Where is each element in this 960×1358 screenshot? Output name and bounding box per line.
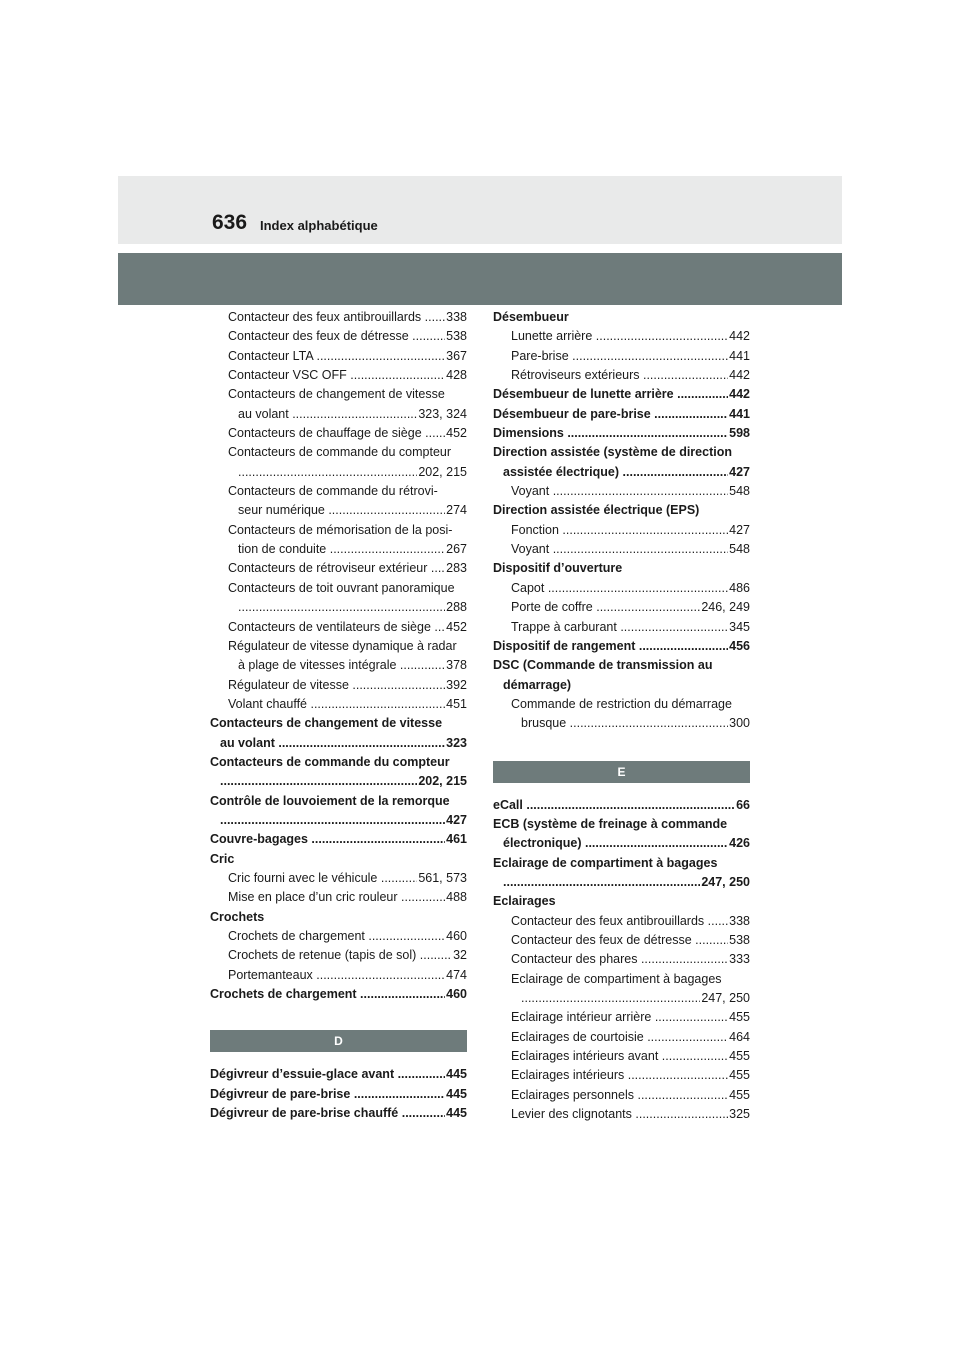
index-entry-page: 300 (729, 716, 750, 731)
index-entry (210, 463, 467, 482)
index-entry (493, 873, 750, 892)
index-entry (493, 1047, 750, 1066)
index-entry-page: 548 (729, 484, 750, 499)
index-entry-page: 202, 215 (418, 464, 467, 479)
index-entry (210, 811, 467, 830)
index-entry (210, 579, 467, 598)
index-entry-text: seur numérique ..... (238, 501, 445, 520)
index-entry-text: Contacteur des phares ..... (511, 950, 728, 969)
index-entry-text: au volant ..... (238, 405, 417, 424)
index-entry-page: 274 (446, 503, 467, 518)
index-entry (210, 1104, 467, 1123)
index-entry (210, 501, 467, 520)
index-entry-page: 338 (729, 913, 750, 928)
index-entry (493, 327, 750, 346)
index-entry-page: 247, 250 (701, 874, 750, 889)
index-entry (493, 637, 750, 656)
index-entry-text: Eclairage de compartiment à bagages (493, 855, 718, 870)
index-entry-page: 442 (729, 329, 750, 344)
index-entry (493, 1086, 750, 1105)
index-entry-text: ECB (système de freinage à commande (493, 816, 728, 831)
index-entry-page: 538 (446, 329, 467, 344)
index-entry (210, 830, 467, 849)
index-entry (493, 1105, 750, 1124)
index-entry (493, 796, 750, 815)
index-entry-text (238, 598, 445, 617)
index-entry-page: 456 (729, 638, 750, 653)
index-entry-text: Voyant ..... (511, 540, 728, 559)
index-entry-text: Contacteur VSC OFF ..... (228, 366, 445, 385)
index-entry (493, 598, 750, 617)
index-entry-page: 452 (446, 426, 467, 441)
index-entry (210, 618, 467, 637)
index-entry-text: assistée électrique) ..... (503, 463, 728, 482)
index-entry (210, 985, 467, 1004)
letter-header-e: E (493, 761, 750, 783)
index-entry-text: Eclairages intérieurs avant ..... (511, 1047, 728, 1066)
index-entry (493, 385, 750, 404)
index-entry (210, 772, 467, 791)
index-entry (210, 850, 467, 869)
index-entry-text: Eclairages de courtoisie ..... (511, 1028, 728, 1047)
index-entry-page: 267 (446, 542, 467, 557)
index-entry (210, 366, 467, 385)
index-entry-text: Dimensions ..... (493, 424, 728, 443)
index-entry (210, 521, 467, 540)
index-entry-text: Régulateur de vitesse dynamique à radar (228, 638, 457, 653)
index-entry-text: tion de conduite ..... (238, 540, 445, 559)
index-entry-page: 427 (729, 522, 750, 537)
index-entry-page: 460 (446, 987, 467, 1002)
index-list-e (493, 796, 750, 1125)
index-entry (493, 540, 750, 559)
index-entry-page: 445 (446, 1106, 467, 1121)
index-entry (493, 656, 750, 675)
index-entry (210, 966, 467, 985)
index-entry-page: 246, 249 (701, 600, 750, 615)
index-entry-text: Contrôle de louvoiement de la remorque (210, 793, 450, 808)
index-entry (210, 598, 467, 617)
index-entry (493, 366, 750, 385)
index-entry (493, 815, 750, 834)
index-entry-page: 598 (729, 426, 750, 441)
index-entry (493, 579, 750, 598)
index-list-left (210, 308, 467, 1004)
index-entry-page: 345 (729, 619, 750, 634)
index-entry-text: Volant chauffé ..... (228, 695, 445, 714)
index-entry (210, 753, 467, 772)
index-entry-page: 455 (729, 1049, 750, 1064)
index-entry-text: Direction assistée électrique (EPS) (493, 503, 700, 518)
index-entry (210, 869, 467, 888)
index-entry (493, 405, 750, 424)
index-entry (493, 854, 750, 873)
index-entry-page: 427 (729, 464, 750, 479)
index-entry-text: Crochets de retenue (tapis de sol) ..... (228, 946, 452, 965)
index-entry (210, 559, 467, 578)
index-entry-page: 452 (446, 619, 467, 634)
index-entry-page: 66 (736, 797, 750, 812)
index-entry-text: Contacteur des feux de détresse ..... (228, 327, 445, 346)
index-entry-text: Eclairages (493, 894, 556, 909)
index-entry-text: Contacteurs de changement de vitesse (228, 387, 445, 402)
index-entry (493, 1008, 750, 1027)
index-entry-text: Contacteur LTA ..... (228, 347, 445, 366)
index-entry (493, 892, 750, 911)
index-entry-text: Crochets de chargement ..... (228, 927, 445, 946)
index-entry-page: 455 (729, 1087, 750, 1102)
index-entry (493, 1066, 750, 1085)
index-entry (210, 424, 467, 443)
section-title: Index alphabétique (260, 218, 378, 233)
index-entry (493, 950, 750, 969)
index-entry (210, 908, 467, 927)
letter-header-d: D (210, 1030, 467, 1052)
index-entry-text (521, 989, 700, 1008)
index-entry-text: Pare-brise ..... (511, 347, 728, 366)
index-entry (210, 637, 467, 656)
index-entry-text: Cric (210, 851, 235, 866)
index-entry-text: Commande de restriction du démarrage (511, 696, 732, 711)
index-entry-page: 338 (446, 310, 467, 324)
index-entry-text: Dispositif de rangement ..... (493, 637, 728, 656)
index-entry (210, 695, 467, 714)
index-entry-page: 428 (446, 368, 467, 383)
index-entry (210, 927, 467, 946)
index-entry-text: Eclairage intérieur arrière ..... (511, 1008, 728, 1027)
index-entry-text: au volant ..... (220, 734, 445, 753)
index-list-right (493, 308, 750, 734)
index-entry-page: 378 (446, 658, 467, 673)
index-entry (210, 540, 467, 559)
index-entry-text: eCall ..... (493, 796, 735, 815)
page-number: 636 (212, 211, 248, 234)
index-entry-text: Contacteurs de toit ouvrant panoramique (228, 580, 455, 595)
index-entry (210, 946, 467, 965)
chapter-band (118, 253, 842, 305)
index-entry (493, 676, 750, 695)
index-entry-text: Contacteurs de commande du compteur (210, 754, 450, 769)
index-entry (210, 347, 467, 366)
index-entry-text: Dégivreur de pare-brise chauffé ..... (210, 1104, 445, 1123)
index-entry-page: 427 (446, 812, 467, 827)
index-entry-text: Cric fourni avec le véhicule ..... (228, 869, 417, 888)
index-entry-text: Contacteurs de mémorisation de la posi- (228, 522, 453, 537)
index-entry-text: Direction assistée (système de direction (493, 445, 732, 460)
index-entry-text: Contacteurs de chauffage de siège ..... (228, 424, 445, 443)
index-entry (493, 834, 750, 853)
index-entry-text: Contacteurs de changement de vitesse (210, 716, 443, 731)
index-entry-page: 445 (446, 1067, 467, 1082)
index-entry-page: 426 (729, 836, 750, 851)
index-entry-text: Porte de coffre ..... (511, 598, 700, 617)
index-entry-page: 464 (729, 1029, 750, 1044)
index-entry-text: électronique) ..... (503, 834, 728, 853)
index-entry (210, 656, 467, 675)
index-entry-text: Contacteur des feux antibrouillards ..... (228, 308, 445, 327)
index-entry-text: Crochets (210, 909, 265, 924)
index-entry-page: 283 (446, 561, 467, 576)
index-entry-page: 442 (729, 368, 750, 383)
index-entry (493, 912, 750, 931)
index-entry-text: brusque ..... (521, 714, 728, 733)
index-entry-text: Dégivreur de pare-brise ..... (210, 1085, 445, 1104)
index-entry-page: 451 (446, 696, 467, 711)
index-entry (493, 931, 750, 950)
index-entry (210, 308, 467, 327)
index-entry (210, 443, 467, 462)
index-entry-page: 441 (729, 406, 750, 421)
index-entry-text: Contacteurs de rétroviseur extérieur ..... (228, 559, 445, 578)
index-column-right (493, 308, 750, 1124)
index-entry-page: 441 (729, 348, 750, 363)
index-entry-text: Eclairages personnels ..... (511, 1086, 728, 1105)
index-entry (210, 1065, 467, 1084)
index-entry-text: DSC (Commande de transmission au (493, 658, 713, 673)
index-entry-page: 32 (453, 948, 467, 963)
index-entry-text: Crochets de chargement ..... (210, 985, 445, 1004)
index-entry (493, 308, 750, 327)
index-entry-page: 323, 324 (418, 406, 467, 421)
index-entry-text (220, 811, 445, 830)
index-entry (210, 792, 467, 811)
index-entry (210, 385, 467, 404)
index-entry-text: Contacteur des feux de détresse ..... (511, 931, 728, 950)
index-entry-page: 445 (446, 1086, 467, 1101)
index-entry-text: Capot ..... (511, 579, 728, 598)
index-entry-text: Désembueur de lunette arrière ..... (493, 385, 728, 404)
index-entry-text: Levier des clignotants ..... (511, 1105, 728, 1124)
index-entry-text: Fonction ..... (511, 521, 728, 540)
index-entry (493, 559, 750, 578)
index-entry (493, 347, 750, 366)
index-entry-page: 202, 215 (418, 774, 467, 789)
index-entry (493, 424, 750, 443)
index-entry-text: démarrage) (503, 677, 572, 692)
index-entry-text (220, 772, 417, 791)
index-entry-text: Régulateur de vitesse ..... (228, 676, 445, 695)
index-entry-text: Mise en place d’un cric rouleur ..... (228, 888, 445, 907)
index-entry-page: 548 (729, 542, 750, 557)
index-entry-text: Désembueur (493, 310, 569, 324)
index-entry (493, 1028, 750, 1047)
index-entry (210, 714, 467, 733)
index-entry-page: 333 (729, 952, 750, 967)
index-entry-page: 561, 573 (418, 870, 467, 885)
index-entry-page: 455 (729, 1068, 750, 1083)
index-entry-page: 455 (729, 1010, 750, 1025)
index-entry (493, 970, 750, 989)
index-entry (210, 676, 467, 695)
index-entry (210, 327, 467, 346)
index-entry (493, 482, 750, 501)
index-column-left (210, 308, 467, 1123)
index-entry-text: Contacteurs de commande du compteur (228, 445, 452, 460)
index-entry (210, 888, 467, 907)
index-entry-text: Eclairages intérieurs ..... (511, 1066, 728, 1085)
index-entry (210, 734, 467, 753)
index-entry-text: Contacteurs de ventilateurs de siège ..... (228, 618, 445, 637)
index-entry (493, 714, 750, 733)
index-entry-page: 460 (446, 929, 467, 943)
index-entry-text: à plage de vitesses intégrale ..... (238, 656, 445, 675)
index-entry (493, 463, 750, 482)
index-entry-page: 323 (446, 735, 467, 750)
index-entry-page: 486 (729, 580, 750, 595)
index-entry-page: 247, 250 (701, 991, 750, 1005)
index-entry (210, 1085, 467, 1104)
index-entry-text: Dispositif d’ouverture (493, 561, 623, 576)
index-entry-page: 288 (446, 600, 467, 615)
index-entry-text: Couvre-bagages ..... (210, 830, 445, 849)
index-entry (493, 989, 750, 1008)
index-entry (210, 482, 467, 501)
index-entry (493, 695, 750, 714)
index-entry-text: Trappe à carburant ..... (511, 618, 728, 637)
index-list-d (210, 1065, 467, 1123)
index-entry-page: 367 (446, 348, 467, 363)
index-entry-text: Contacteurs de commande du rétrovi- (228, 484, 438, 499)
index-entry (493, 618, 750, 637)
index-entry (493, 521, 750, 540)
index-entry (210, 405, 467, 424)
index-entry-page: 488 (446, 890, 467, 905)
index-entry-text (503, 873, 700, 892)
index-entry-text: Désembueur de pare-brise ..... (493, 405, 728, 424)
index-entry-page: 392 (446, 677, 467, 692)
index-entry-text: Portemanteaux ..... (228, 966, 445, 985)
index-entry-text: Contacteur des feux antibrouillards ..... (511, 912, 728, 931)
index-entry-text (238, 463, 417, 482)
index-entry-page: 325 (729, 1107, 750, 1122)
index-entry (493, 501, 750, 520)
index-entry (493, 443, 750, 462)
index-entry-page: 442 (729, 387, 750, 402)
index-entry-page: 461 (446, 832, 467, 847)
index-entry-text: Voyant ..... (511, 482, 728, 501)
index-entry-text: Rétroviseurs extérieurs ..... (511, 366, 728, 385)
index-entry-text: Eclairage de compartiment à bagages (511, 971, 722, 986)
index-entry-page: 538 (729, 932, 750, 947)
index-entry-text: Lunette arrière ..... (511, 327, 728, 346)
index-entry-text: Dégivreur d’essuie-glace avant ..... (210, 1065, 445, 1084)
index-entry-page: 474 (446, 967, 467, 982)
